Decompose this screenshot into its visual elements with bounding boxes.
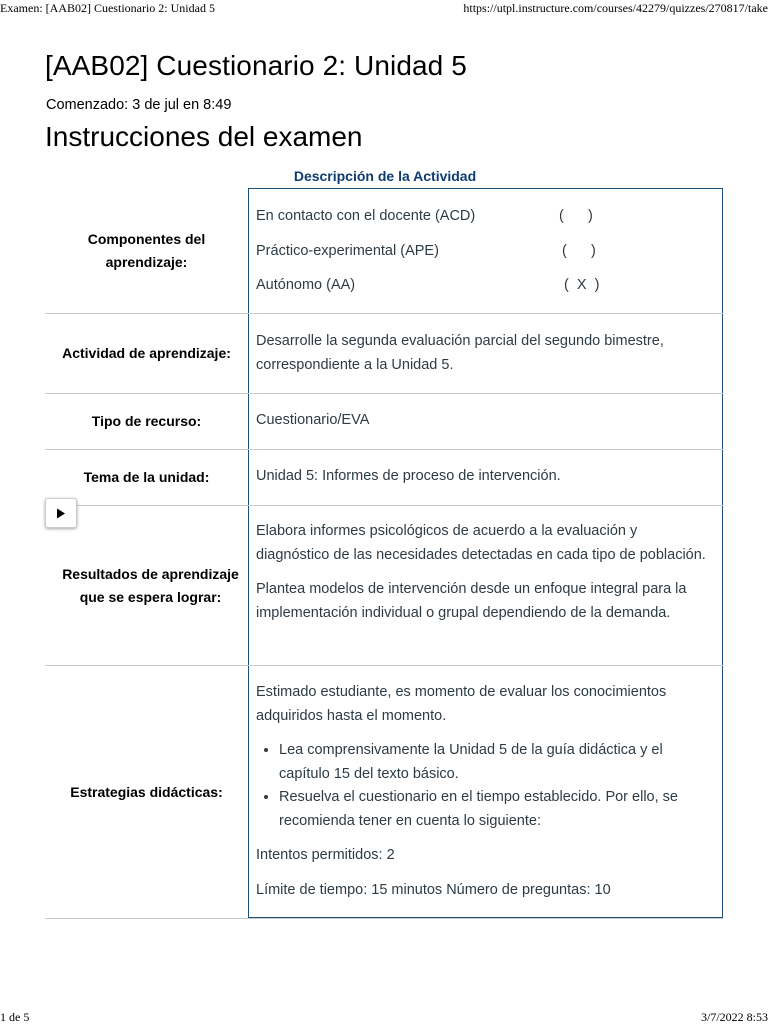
row-label-resource: Tipo de recurso:	[91, 413, 202, 429]
table-row-components	[45, 188, 723, 314]
row-label-outcomes: Resultados de aprendizaje que se espera lograr:	[62, 565, 239, 605]
table-row-strategies	[45, 666, 723, 919]
component-ape: Práctico-experimental (APE)	[256, 243, 439, 259]
page-number: 1 de 5	[0, 1010, 30, 1024]
activity-text: Desarrolle la segunda evaluación parcial del segundo bimestre, correspondiente a la Unidad 5.	[256, 333, 664, 373]
resource-text: Cuestionario/EVA	[256, 412, 370, 428]
outcome-1: Elabora informes psicológicos de acuerdo a la evaluación y diagnóstico de las necesidades detectadas en cada tipo de población.	[256, 523, 706, 563]
strategies-intro: Estimado estudiante, es momento de evaluar los conocimientos adquiridos hasta el momento.	[256, 684, 667, 724]
table-row-resource	[45, 394, 723, 450]
row-value-outcomes	[248, 506, 723, 665]
component-acd: En contacto con el docente (ACD)	[256, 208, 476, 224]
strategies-list	[256, 739, 714, 833]
time-limit-and-questions: Límite de tiempo: 15 minutos Número de preguntas: 10	[256, 881, 611, 898]
print-header-url: https://utpl.instructure.com/courses/42279/quizzes/270817/take	[463, 1, 768, 15]
list-item: • Resuelva el cuestionario en el tiempo establecido. Por ello, se recomienda tener en cuenta lo siguiente:	[279, 786, 714, 833]
table-caption: Descripción de la Actividad	[293, 168, 477, 184]
row-value-resource	[248, 394, 723, 449]
row-label-activity: Actividad de aprendizaje:	[62, 345, 231, 361]
page-title: [AAB02] Cuestionario 2: Unidad 5	[45, 50, 467, 81]
component-aa-mark: ( X )	[564, 277, 600, 293]
instructions-heading: Instrucciones del examen	[45, 121, 363, 152]
row-label-strategies: Estrategias didácticas:	[70, 783, 223, 800]
table-row-topic	[45, 450, 723, 506]
list-item: • Lea comprensivamente la Unidad 5 de la guía didáctica y el capítulo 15 del texto básico.	[279, 739, 714, 786]
table-row-outcomes	[45, 506, 723, 666]
component-aa: Autónomo (AA)	[256, 277, 356, 293]
row-value-activity	[248, 314, 723, 393]
play-button[interactable]	[45, 498, 77, 528]
component-ape-mark: ( )	[562, 243, 596, 259]
print-header-title: Examen: [AAB02] Cuestionario 2: Unidad 5	[0, 1, 215, 15]
print-header	[0, 0, 768, 16]
activity-description-table	[45, 188, 723, 919]
row-value-strategies	[248, 666, 723, 918]
table-row-activity	[45, 314, 723, 394]
row-label-topic: Tema de la unidad:	[83, 469, 210, 485]
topic-text: Unidad 5: Informes de proceso de intervención.	[256, 468, 561, 484]
outcome-2: Plantea modelos de intervención desde un enfoque integral para la implementación individual o grupal dependiendo de la demanda.	[256, 581, 687, 621]
play-triangle-icon	[56, 508, 66, 519]
row-value-topic	[248, 450, 723, 505]
started-timestamp: Comenzado: 3 de jul en 8:49	[46, 97, 232, 113]
component-acd-mark: ( )	[559, 208, 593, 224]
print-date: 3/7/2022 8:53	[700, 1010, 768, 1024]
row-value-components	[248, 188, 723, 313]
row-label-components: Componentes del aprendizaje:	[87, 230, 206, 270]
attempts-allowed: Intentos permitidos: 2	[256, 847, 395, 863]
